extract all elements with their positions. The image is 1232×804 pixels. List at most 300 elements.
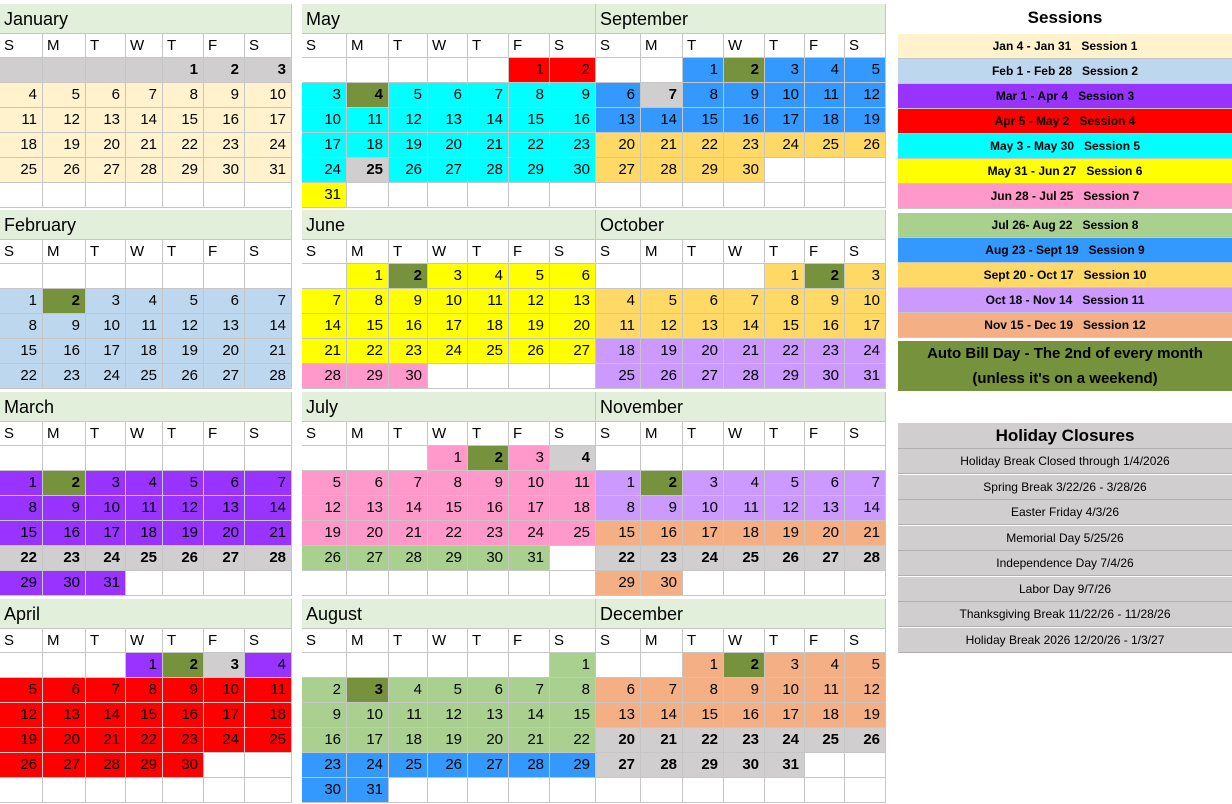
empty-day-cell (245, 571, 292, 596)
day-cell: 20 (550, 314, 596, 339)
day-cell: 27 (550, 339, 596, 364)
weekday-header: T (468, 422, 509, 446)
day-cell: 14 (724, 314, 765, 339)
weekday-header: S (302, 629, 347, 653)
day-cell: 31 (845, 364, 886, 389)
day-cell: 22 (0, 364, 43, 389)
weekday-header: F (204, 629, 245, 653)
empty-day-cell (245, 183, 292, 208)
session-range: Nov 15 - Dec 19 (984, 318, 1073, 332)
day-cell: 13 (596, 703, 641, 728)
day-cell: 29 (126, 753, 163, 778)
day-cell: 18 (550, 496, 596, 521)
empty-day-cell (468, 653, 509, 678)
day-cell: 31 (509, 546, 550, 571)
day-cell: 28 (126, 158, 163, 183)
day-cell: 15 (550, 703, 596, 728)
empty-day-cell (683, 571, 724, 596)
day-cell: 30 (550, 158, 596, 183)
day-cell: 24 (428, 339, 468, 364)
empty-day-cell (509, 653, 550, 678)
day-cell: 20 (86, 133, 126, 158)
day-cell: 30 (43, 571, 86, 596)
day-cell: 7 (724, 289, 765, 314)
weekday-header: W (428, 240, 468, 264)
day-cell: 20 (43, 728, 86, 753)
empty-day-cell (845, 753, 886, 778)
empty-day-cell (428, 364, 468, 389)
day-cell: 16 (163, 703, 204, 728)
weekday-header: T (163, 240, 204, 264)
day-cell: 27 (805, 546, 845, 571)
day-cell: 1 (163, 58, 204, 83)
day-cell: 24 (302, 158, 347, 183)
day-cell: 26 (765, 546, 805, 571)
session-label: Session 1 (1081, 39, 1138, 53)
day-cell: 16 (204, 108, 245, 133)
day-cell: 25 (596, 364, 641, 389)
day-cell: 13 (204, 314, 245, 339)
day-cell: 19 (302, 521, 347, 546)
day-cell: 27 (596, 753, 641, 778)
weekday-header: S (245, 34, 292, 58)
day-cell: 5 (43, 83, 86, 108)
empty-day-cell (389, 183, 428, 208)
day-cell: 23 (641, 546, 683, 571)
holiday-row: Easter Friday 4/3/26 (898, 500, 1232, 525)
empty-day-cell (845, 446, 886, 471)
day-cell: 20 (204, 521, 245, 546)
day-cell: 7 (86, 678, 126, 703)
day-cell: 10 (347, 703, 389, 728)
day-cell: 30 (468, 546, 509, 571)
weekday-header: F (509, 240, 550, 264)
weekday-header: M (641, 240, 683, 264)
empty-day-cell (347, 571, 389, 596)
day-cell: 12 (0, 703, 43, 728)
day-cell: 25 (389, 753, 428, 778)
session-range: Jun 28 - Jul 25 (990, 189, 1074, 203)
empty-day-cell (245, 446, 292, 471)
weekday-header: F (805, 34, 845, 58)
empty-day-cell (428, 653, 468, 678)
day-cell: 18 (126, 521, 163, 546)
day-cell: 29 (347, 364, 389, 389)
empty-day-cell (204, 778, 245, 803)
empty-day-cell (428, 183, 468, 208)
day-cell: 21 (468, 133, 509, 158)
weekday-header: S (302, 240, 347, 264)
empty-day-cell (845, 778, 886, 803)
session-row (898, 184, 1232, 209)
day-cell: 1 (428, 446, 468, 471)
empty-day-cell (683, 183, 724, 208)
weekday-header: F (509, 34, 550, 58)
day-cell: 31 (245, 158, 292, 183)
day-cell: 7 (126, 83, 163, 108)
day-cell: 28 (641, 753, 683, 778)
empty-day-cell (163, 183, 204, 208)
empty-day-cell (0, 264, 43, 289)
day-cell: 25 (550, 521, 596, 546)
day-cell: 9 (468, 471, 509, 496)
month-title: June (302, 210, 596, 240)
session-row (898, 288, 1232, 313)
day-cell: 3 (509, 446, 550, 471)
weekday-header: S (845, 629, 886, 653)
day-cell: 3 (347, 678, 389, 703)
day-cell: 6 (204, 471, 245, 496)
empty-day-cell (347, 653, 389, 678)
day-cell: 18 (245, 703, 292, 728)
day-cell: 15 (163, 108, 204, 133)
day-cell: 25 (468, 339, 509, 364)
day-cell: 17 (86, 521, 126, 546)
day-cell: 21 (302, 339, 347, 364)
weekday-header: S (0, 34, 43, 58)
day-cell: 9 (302, 703, 347, 728)
empty-day-cell (596, 778, 641, 803)
day-cell: 31 (347, 778, 389, 803)
empty-day-cell (245, 778, 292, 803)
day-cell: 13 (204, 496, 245, 521)
month-title: February (0, 210, 292, 240)
weekday-header: S (596, 34, 641, 58)
day-cell: 7 (509, 678, 550, 703)
day-cell: 17 (765, 703, 805, 728)
empty-day-cell (724, 183, 765, 208)
empty-day-cell (641, 653, 683, 678)
day-cell: 26 (302, 546, 347, 571)
day-cell: 9 (43, 496, 86, 521)
day-cell: 14 (302, 314, 347, 339)
empty-day-cell (468, 58, 509, 83)
day-cell: 10 (509, 471, 550, 496)
day-cell: 11 (126, 314, 163, 339)
month-title: September (596, 4, 886, 34)
empty-day-cell (245, 264, 292, 289)
month-title: January (0, 4, 292, 34)
empty-day-cell (43, 264, 86, 289)
empty-day-cell (126, 446, 163, 471)
day-cell: 21 (641, 133, 683, 158)
empty-day-cell (389, 58, 428, 83)
day-cell: 10 (765, 678, 805, 703)
day-cell: 15 (683, 108, 724, 133)
day-cell: 13 (428, 108, 468, 133)
weekday-header: S (596, 240, 641, 264)
weekday-header: W (724, 629, 765, 653)
day-cell: 5 (765, 471, 805, 496)
weekday-header: T (765, 240, 805, 264)
empty-day-cell (163, 778, 204, 803)
day-cell: 15 (683, 703, 724, 728)
day-cell: 6 (347, 471, 389, 496)
day-cell: 6 (805, 471, 845, 496)
day-cell: 29 (163, 158, 204, 183)
day-cell: 21 (86, 728, 126, 753)
empty-day-cell (468, 364, 509, 389)
day-cell: 14 (245, 496, 292, 521)
weekday-header: M (43, 34, 86, 58)
day-cell: 3 (845, 264, 886, 289)
session-range: Jul 26- Aug 22 (991, 218, 1073, 232)
empty-day-cell (204, 753, 245, 778)
day-cell: 6 (550, 264, 596, 289)
day-cell: 12 (389, 108, 428, 133)
day-cell: 11 (347, 108, 389, 133)
day-cell: 1 (509, 58, 550, 83)
day-cell: 16 (724, 108, 765, 133)
day-cell: 29 (550, 753, 596, 778)
empty-day-cell (596, 183, 641, 208)
day-cell: 2 (550, 58, 596, 83)
day-cell: 1 (0, 289, 43, 314)
day-cell: 12 (845, 83, 886, 108)
day-cell: 19 (428, 728, 468, 753)
holidays-title: Holiday Closures (898, 423, 1232, 449)
empty-day-cell (683, 264, 724, 289)
day-cell: 22 (0, 546, 43, 571)
weekday-header: F (509, 629, 550, 653)
empty-day-cell (347, 446, 389, 471)
day-cell: 22 (596, 546, 641, 571)
weekday-header: M (641, 629, 683, 653)
day-cell: 29 (765, 364, 805, 389)
month-title: December (596, 599, 886, 629)
day-cell: 5 (509, 264, 550, 289)
day-cell: 3 (86, 471, 126, 496)
day-cell: 5 (163, 289, 204, 314)
session-label: Session 12 (1083, 318, 1146, 332)
session-label: Session 10 (1083, 268, 1147, 282)
day-cell: 12 (43, 108, 86, 133)
empty-day-cell (126, 183, 163, 208)
day-cell: 7 (641, 83, 683, 108)
day-cell: 16 (550, 108, 596, 133)
day-cell: 20 (805, 521, 845, 546)
day-cell: 3 (765, 58, 805, 83)
session-range: May 31 - Jun 27 (987, 164, 1077, 178)
empty-day-cell (805, 753, 845, 778)
session-row (898, 159, 1232, 184)
session-label: Session 8 (1082, 218, 1139, 232)
empty-day-cell (805, 446, 845, 471)
day-cell: 28 (641, 158, 683, 183)
empty-day-cell (86, 653, 126, 678)
day-cell: 14 (126, 108, 163, 133)
day-cell: 15 (0, 521, 43, 546)
day-cell: 22 (509, 133, 550, 158)
day-cell: 4 (550, 446, 596, 471)
session-row (898, 213, 1232, 238)
weekday-header: F (204, 240, 245, 264)
empty-day-cell (302, 653, 347, 678)
day-cell: 2 (724, 653, 765, 678)
weekday-header: S (0, 422, 43, 446)
day-cell: 9 (641, 496, 683, 521)
day-cell: 19 (0, 728, 43, 753)
day-cell: 11 (245, 678, 292, 703)
day-cell: 25 (347, 158, 389, 183)
day-cell: 13 (683, 314, 724, 339)
day-cell: 10 (845, 289, 886, 314)
day-cell: 20 (204, 339, 245, 364)
day-cell: 14 (86, 703, 126, 728)
day-cell: 17 (245, 108, 292, 133)
holiday-row: Independence Day 7/4/26 (898, 551, 1232, 576)
day-cell: 16 (468, 496, 509, 521)
day-cell: 17 (428, 314, 468, 339)
session-range: Apr 5 - May 2 (994, 114, 1070, 128)
session-row (898, 34, 1232, 59)
day-cell: 22 (683, 133, 724, 158)
day-cell: 19 (765, 521, 805, 546)
empty-day-cell (468, 183, 509, 208)
day-cell: 10 (683, 496, 724, 521)
day-cell: 16 (389, 314, 428, 339)
day-cell: 4 (724, 471, 765, 496)
day-cell: 31 (302, 183, 347, 208)
weekday-header: F (805, 422, 845, 446)
day-cell: 17 (302, 133, 347, 158)
day-cell: 3 (683, 471, 724, 496)
empty-day-cell (805, 571, 845, 596)
day-cell: 26 (428, 753, 468, 778)
weekday-header: T (86, 422, 126, 446)
day-cell: 28 (86, 753, 126, 778)
day-cell: 9 (163, 678, 204, 703)
empty-day-cell (389, 653, 428, 678)
session-row (898, 134, 1232, 159)
day-cell: 19 (389, 133, 428, 158)
day-cell: 13 (86, 108, 126, 133)
day-cell: 22 (428, 521, 468, 546)
day-cell: 15 (126, 703, 163, 728)
day-cell: 18 (724, 521, 765, 546)
day-cell: 12 (302, 496, 347, 521)
day-cell: 27 (347, 546, 389, 571)
day-cell: 20 (596, 728, 641, 753)
month-title: August (302, 599, 596, 629)
empty-day-cell (43, 446, 86, 471)
day-cell: 8 (683, 83, 724, 108)
session-row (898, 109, 1232, 134)
day-cell: 4 (805, 58, 845, 83)
day-cell: 11 (0, 108, 43, 133)
day-cell: 31 (765, 753, 805, 778)
day-cell: 2 (641, 471, 683, 496)
empty-day-cell (43, 653, 86, 678)
day-cell: 12 (163, 314, 204, 339)
day-cell: 24 (86, 546, 126, 571)
day-cell: 29 (0, 571, 43, 596)
weekday-header: T (765, 629, 805, 653)
weekday-header: M (43, 629, 86, 653)
weekday-header: W (126, 240, 163, 264)
day-cell: 31 (86, 571, 126, 596)
day-cell: 4 (596, 289, 641, 314)
day-cell: 8 (509, 83, 550, 108)
day-cell: 6 (86, 83, 126, 108)
month-title: March (0, 392, 292, 422)
day-cell: 24 (845, 339, 886, 364)
weekday-header: T (683, 422, 724, 446)
empty-day-cell (641, 58, 683, 83)
day-cell: 2 (724, 58, 765, 83)
weekday-header: S (596, 629, 641, 653)
day-cell: 1 (550, 653, 596, 678)
weekday-header: S (302, 422, 347, 446)
day-cell: 29 (683, 158, 724, 183)
day-cell: 2 (204, 58, 245, 83)
weekday-header: W (724, 422, 765, 446)
day-cell: 10 (428, 289, 468, 314)
day-cell: 9 (389, 289, 428, 314)
day-cell: 5 (163, 471, 204, 496)
day-cell: 29 (509, 158, 550, 183)
empty-day-cell (550, 546, 596, 571)
empty-day-cell (302, 446, 347, 471)
day-cell: 26 (0, 753, 43, 778)
autobill-note (898, 341, 1232, 391)
empty-day-cell (509, 364, 550, 389)
day-cell: 23 (43, 364, 86, 389)
day-cell: 12 (509, 289, 550, 314)
day-cell: 13 (596, 108, 641, 133)
session-row (898, 59, 1232, 84)
day-cell: 2 (389, 264, 428, 289)
empty-day-cell (428, 778, 468, 803)
empty-day-cell (0, 446, 43, 471)
day-cell: 7 (468, 83, 509, 108)
day-cell: 28 (724, 364, 765, 389)
weekday-header: S (245, 422, 292, 446)
day-cell: 5 (845, 653, 886, 678)
day-cell: 5 (845, 58, 886, 83)
weekday-header: T (683, 240, 724, 264)
day-cell: 30 (302, 778, 347, 803)
day-cell: 29 (428, 546, 468, 571)
day-cell: 13 (43, 703, 86, 728)
weekday-header: S (550, 240, 596, 264)
weekday-header: F (805, 629, 845, 653)
empty-day-cell (347, 58, 389, 83)
day-cell: 28 (302, 364, 347, 389)
day-cell: 26 (389, 158, 428, 183)
session-row (898, 263, 1232, 288)
day-cell: 17 (845, 314, 886, 339)
weekday-header: T (389, 629, 428, 653)
day-cell: 24 (683, 546, 724, 571)
day-cell: 15 (765, 314, 805, 339)
empty-day-cell (641, 183, 683, 208)
day-cell: 20 (596, 133, 641, 158)
session-label: Session 6 (1086, 164, 1143, 178)
session-range: May 3 - May 30 (989, 139, 1074, 153)
weekday-header: T (683, 629, 724, 653)
empty-day-cell (724, 571, 765, 596)
day-cell: 11 (126, 496, 163, 521)
day-cell: 20 (347, 521, 389, 546)
day-cell: 16 (641, 521, 683, 546)
day-cell: 1 (347, 264, 389, 289)
day-cell: 17 (509, 496, 550, 521)
day-cell: 20 (428, 133, 468, 158)
day-cell: 18 (596, 339, 641, 364)
empty-day-cell (86, 183, 126, 208)
day-cell: 14 (845, 496, 886, 521)
